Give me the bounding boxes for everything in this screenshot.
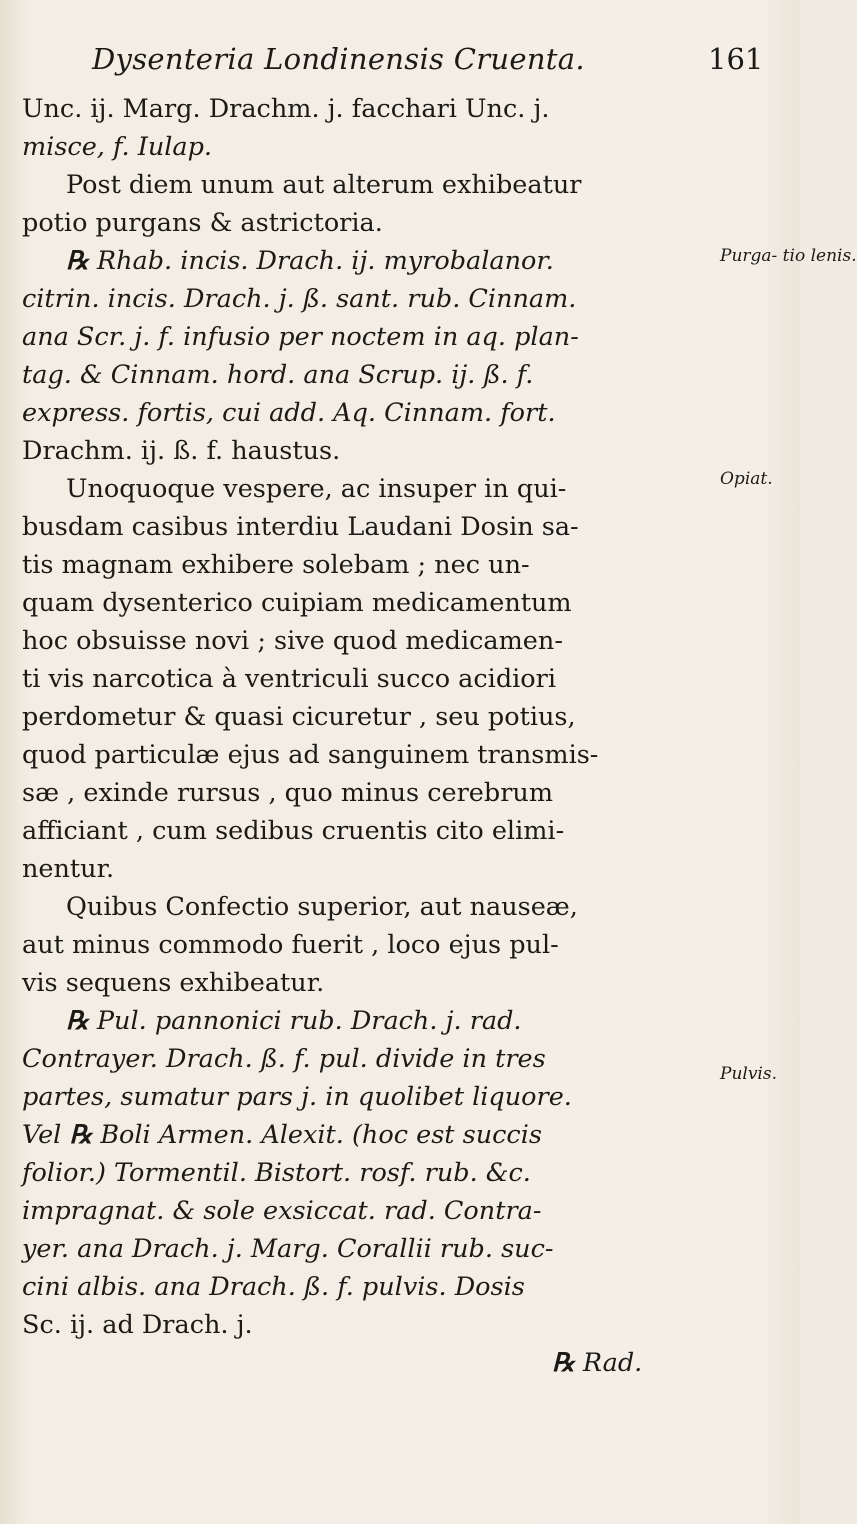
margin-note-opiata: Opiat. <box>720 469 773 489</box>
text-line: afficiant , cum sedibus cruentis cito elimi- <box>22 816 565 846</box>
text-line: Post diem unum aut alterum exhibeatur <box>66 170 582 200</box>
text-line: nentur. <box>22 854 115 884</box>
recipe-symbol: ℞ <box>66 1006 89 1036</box>
text-line: hoc obsuisse novi ; sive quod medicamen- <box>22 626 563 656</box>
text-line: quam dysenterico cuipiam medicamentum <box>22 588 572 618</box>
recipe-symbol: ℞ <box>69 1120 93 1150</box>
margin-note-purgatio: Purga- tio lenis. <box>720 246 857 266</box>
text-line: Unoquoque vespere, ac insuper in qui- <box>66 474 567 504</box>
text-span: Pul. pannonici rub. Drach. j. rad. <box>96 1006 522 1036</box>
body-text <box>22 90 652 1382</box>
text-line: sæ , exinde rursus , quo minus cerebrum <box>22 778 554 808</box>
text-line: potio purgans & astrictoria. <box>22 208 383 238</box>
text-line: quod particulæ ejus ad sanguinem transmis- <box>22 740 599 770</box>
text-line: tis magnam exhibere solebam ; nec un- <box>22 550 530 580</box>
text-line: Sc. ij. ad Drach. j. <box>22 1310 253 1340</box>
text-line: Quibus Confectio superior, aut nauseæ, <box>66 892 578 922</box>
prescription-line <box>22 1116 652 1154</box>
text-span: Boli Armen. Alexit. (hoc est succis <box>100 1120 542 1150</box>
margin-note-pulvis: Pulvis. <box>720 1064 777 1084</box>
prescription-line <box>22 1002 652 1040</box>
catchword: Rad. <box>582 1348 643 1378</box>
text-line: ti vis narcotica à ventriculi succo acidiori <box>22 664 556 694</box>
text-line: cini albis. ana Drach. ß. f. pulvis. Dosis <box>22 1272 525 1302</box>
text-line: partes, sumatur pars j. in quolibet liquore. <box>22 1082 572 1112</box>
text-span: Rhab. incis. Drach. ij. myrobalanor. <box>96 246 554 276</box>
text-line: impragnat. & sole exsiccat. rad. Contra- <box>22 1196 542 1226</box>
text-line: tag. & Cinnam. hord. ana Scrup. ij. ß. f. <box>22 360 534 390</box>
recipe-symbol: ℞ <box>66 246 89 276</box>
text-line: misce, f. Iulap. <box>22 132 213 162</box>
text-line: ana Scr. j. f. infusio per noctem in aq. plan- <box>22 322 579 352</box>
page-number: 161 <box>708 42 764 76</box>
text-line: Contrayer. Drach. ß. f. pul. divide in tres <box>22 1044 546 1074</box>
text-line: citrin. incis. Drach. j. ß. sant. rub. Cinnam. <box>22 284 577 314</box>
text-line: busdam casibus interdiu Laudani Dosin sa- <box>22 512 579 542</box>
text-line: yer. ana Drach. j. Marg. Corallii rub. suc- <box>22 1234 554 1264</box>
text-line: vis sequens exhibeatur. <box>22 968 325 998</box>
text-span: Vel <box>22 1120 62 1150</box>
catchword-line <box>22 1344 652 1382</box>
text-line: express. fortis, cui add. Aq. Cinnam. fort. <box>22 398 556 428</box>
page-header <box>0 42 800 82</box>
text-line: perdometur & quasi cicuretur , seu potius, <box>22 702 576 732</box>
text-line: folior.) Tormentil. Bistort. rosf. rub. &c. <box>22 1158 531 1188</box>
prescription-line <box>22 242 652 280</box>
text-line: Unc. ij. Marg. Drachm. j. facchari Unc. j. <box>22 94 550 124</box>
running-title: Dysenteria Londinensis Cruenta. <box>92 42 585 76</box>
text-line: aut minus commodo fuerit , loco ejus pul- <box>22 930 559 960</box>
text-line: Drachm. ij. ß. f. haustus. <box>22 436 341 466</box>
recipe-symbol: ℞ <box>552 1348 575 1378</box>
